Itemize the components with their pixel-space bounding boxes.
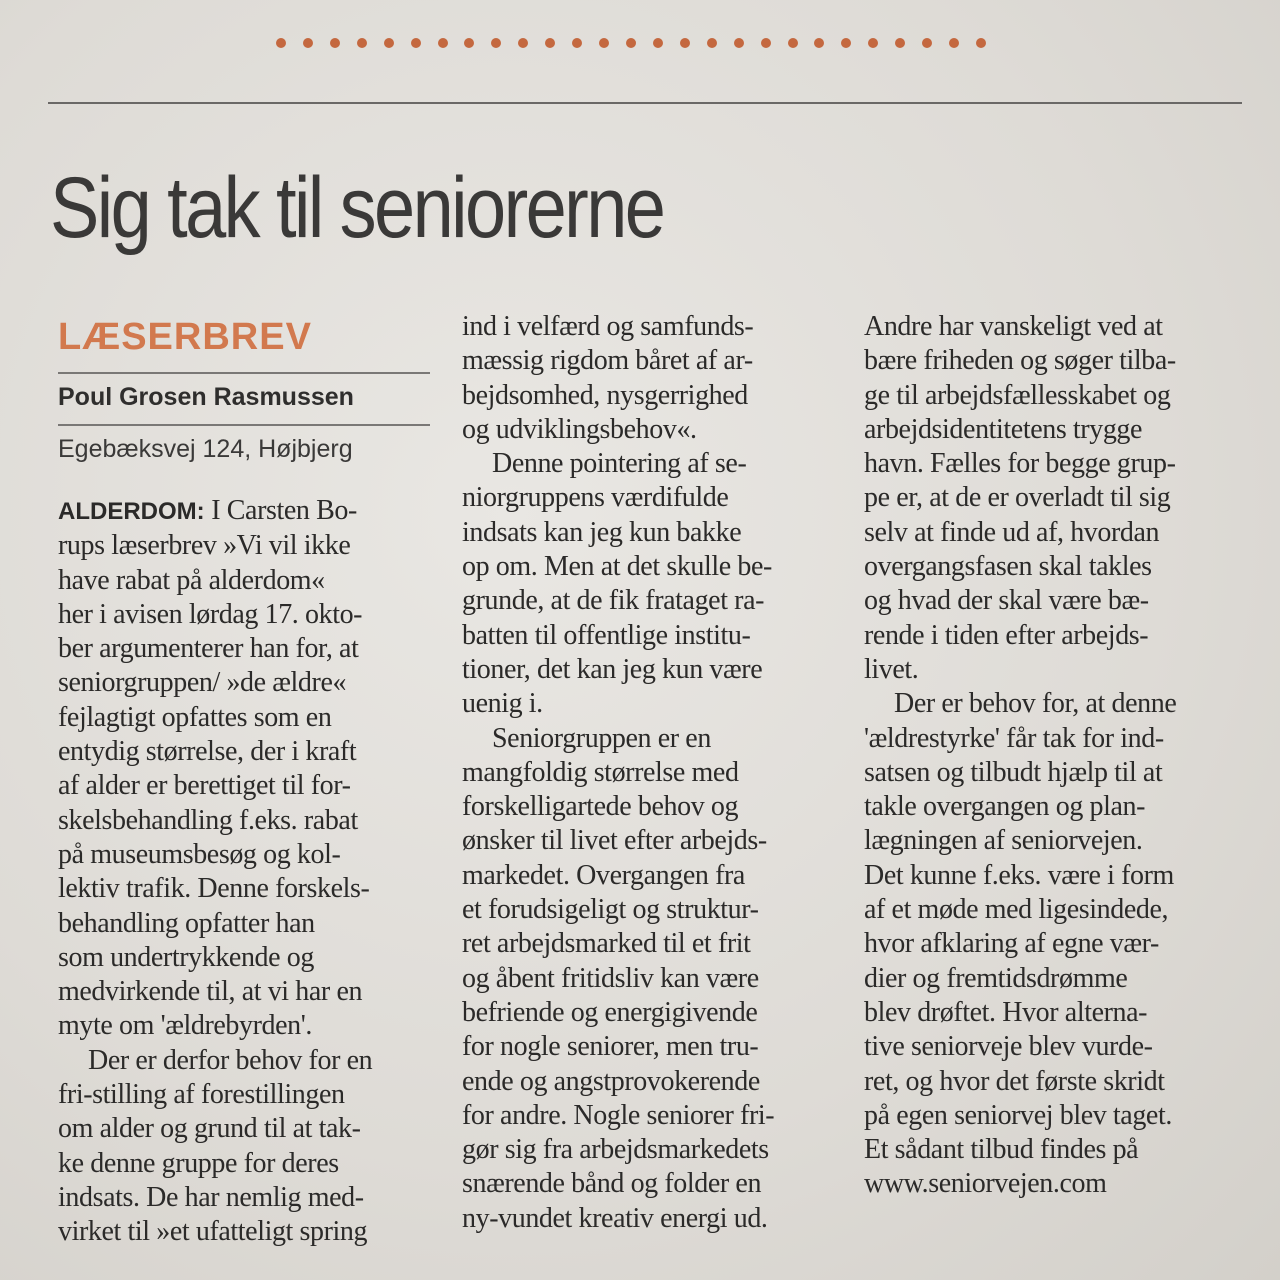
section-kicker: LÆSERBREV (58, 316, 312, 358)
paragraph: Seniorgruppen er en mangfoldig størrelse med forskelligartede behov og ønsker til livet efter arbejds- markedet. Overgangen fra et forudsigeligt og struktur- ret arbejdsmarked til et frit og åbent fritidsliv kan være befriende og energigivende for nogle seniorer, men tru- ende og angstprovokerende for andre. Nogle seniorer fri- gør sig fra arbejdsmarkedets snærende bånd og folder en ny-vundet kreativ energi ud. (462, 722, 775, 1234)
author-name: Poul Grosen Rasmussen (58, 383, 354, 411)
author-address: Egebæksvej 124, Højbjerg (58, 435, 353, 463)
top-divider (48, 102, 1242, 104)
decorative-dot-row (276, 36, 986, 50)
lead-in: ALDERDOM: (58, 498, 205, 525)
paragraph: Der er derfor behov for en fri-stilling af forestillingen om alder og grund til at tak- ke denne gruppe for deres indsats. De har nemlig med- virket til »et ufatteligt spring (58, 1044, 373, 1248)
paragraph: ind i velfærd og samfunds- mæssig rigdom båret af ar- bejdsomhed, nysgerrighed og udviklingsbehov«. (462, 311, 754, 445)
headline: Sig tak til seniorerne (50, 160, 664, 256)
column-2 (462, 310, 842, 1236)
paragraph (58, 494, 430, 1044)
paragraph: Andre har vanskeligt ved at bære friheden og søger tilba- ge til arbejdsfællesskabet og arbejdsidentitetens trygge havn. Fælles for begge grup- pe er, at de er overladt til sig selv at finde ud af, hvordan overgangsfasen skal takles og hvad der skal være bæ- rende i tiden efter arbejds- livet. (864, 311, 1176, 685)
paragraph: Denne pointering af se- niorgruppens værdifulde indsats kan jeg kun bakke op om. Men at det skulle be- grunde, at de fik frataget ra- batten til offentlige institu- tioner, det kan jeg kun være uenig i. (462, 448, 772, 720)
column-3 (864, 310, 1244, 1202)
column-1 (58, 310, 430, 1250)
kicker-divider (58, 372, 430, 374)
paragraph: Der er behov for, at denne 'ældrestyrke' får tak for ind- satsen og tilbudt hjælp til at takle overgangen og plan- lægningen af seniorvejen. Det kunne f.eks. være i form af et møde med ligesindede, hvor afklaring af egne vær- dier og fremtidsdrømme blev drøftet. Hvor alterna- tive seniorveje blev vurde- ret, og hvor det første skridt på egen seniorvej blev taget. Et sådant tilbud findes på www.seniorvejen.com (864, 688, 1177, 1200)
paragraph-text: I Carsten Bo- rups læserbrev »Vi vil ikke have rabat på alderdom« her i avisen lørdag 17. okto- ber argumenterer han for, at seniorgruppen/ »de ældre« fejlagtigt opfattes som en entydig størrelse, der i kraft af alder er berettiget til for- skelsbehandling f.eks. rabat på museumsbesøg og kol- lektiv trafik. Denne forskels- behandling opfatter han som undertrykkende og medvirkende til, at vi har en myte om 'ældrebyrden'. (58, 495, 370, 1042)
author-divider (58, 424, 430, 426)
page-edge-mark (0, 1140, 8, 1164)
